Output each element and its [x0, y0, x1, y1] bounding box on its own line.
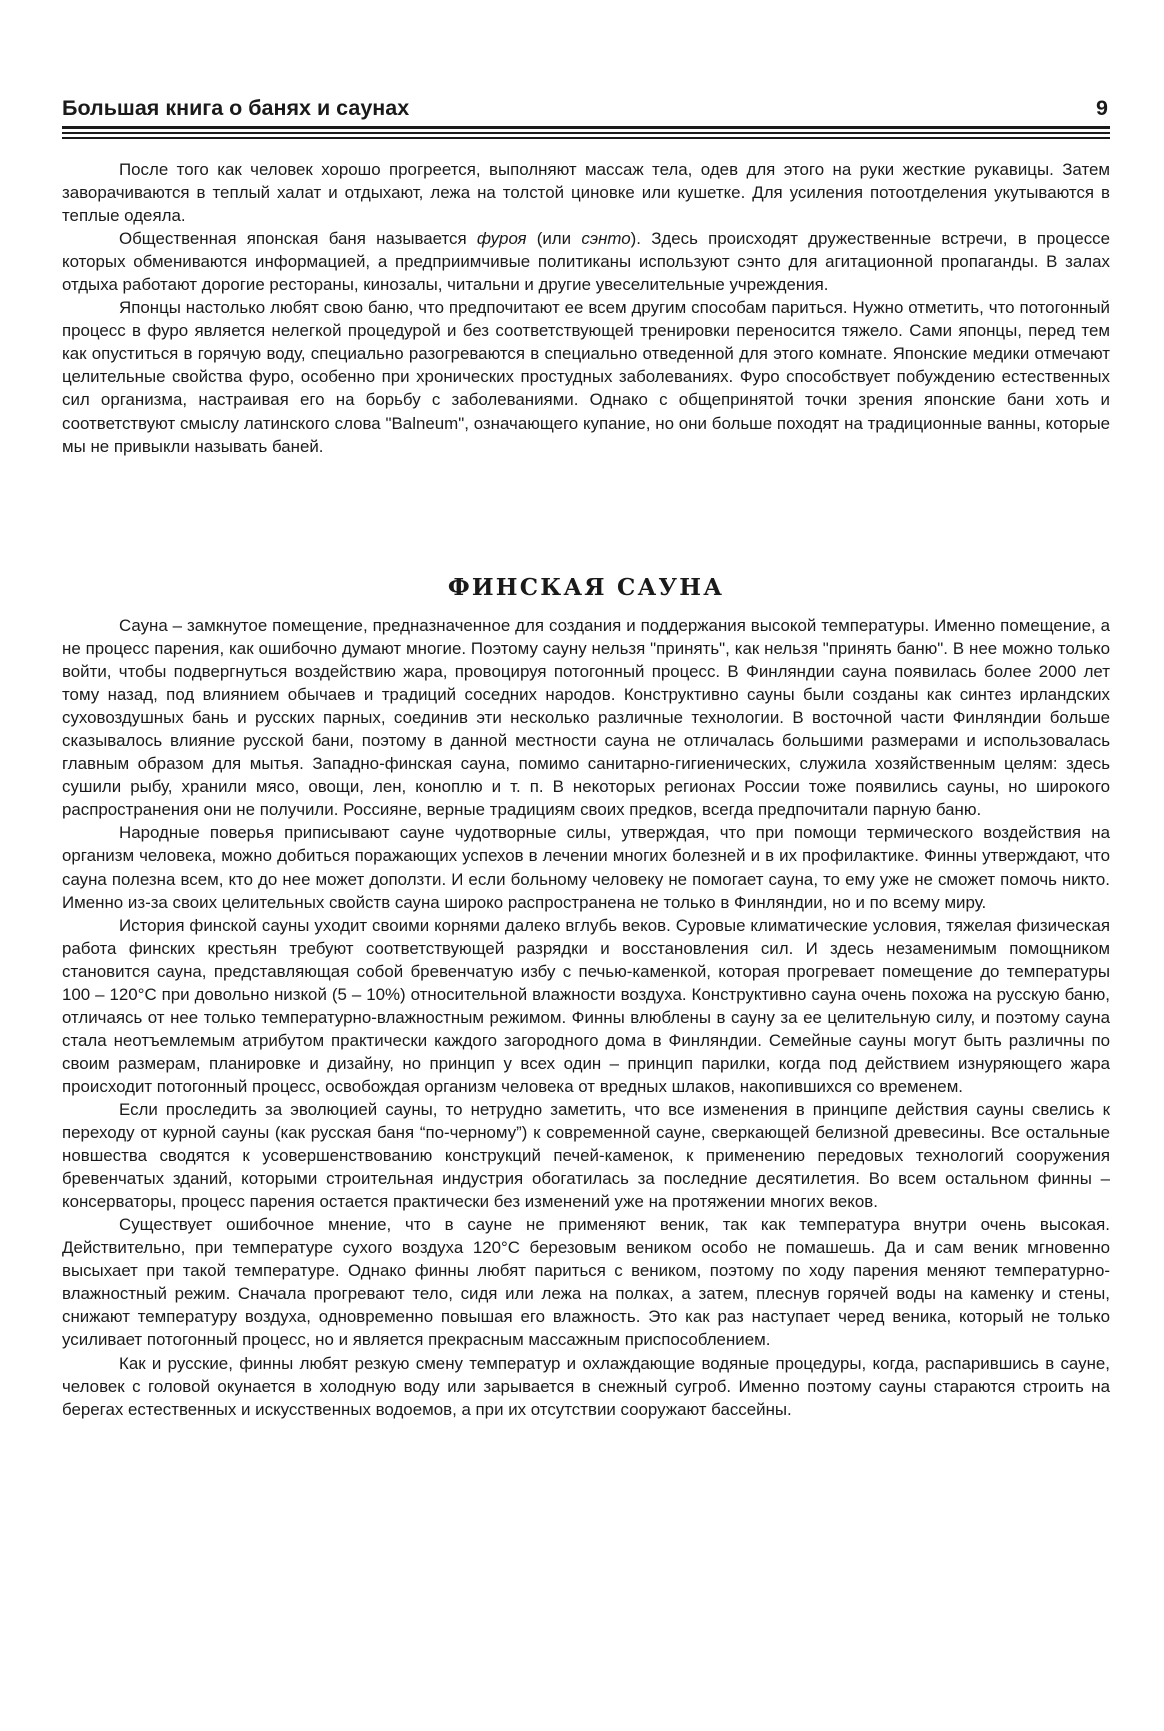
- paragraph: Как и русские, финны любят резкую смену температур и охлаждающие водяные процедуры, когда, распарившись в сауне, человек с головой окунается в холодную воду или зарывается в снежный сугроб. Именно поэтому сауны стараются строить на берегах естественных и искусственных водоемов, а при их отсутствии сооружают бассейны.: [62, 1353, 1110, 1419]
- paragraph: Сауна – замкнутое помещение, предназначенное для создания и поддержания высокой температуры. Именно помещение, а не процесс парения, как ошибочно думают многие. Поэтому сауну нельзя "принять", как нельзя "принять баню". В нее можно только войти, чтобы подвергнуться воздействию жара, провоцируя потогонный процесс. В Финляндии сауна появилась более 2000 лет тому назад, под влиянием обычаев и традиций соседних народов. Конструктивно сауны были созданы как синтез ирландских суховоздушных бань и русских парных, соединив эти несколько различные технологии. В восточной части Финляндии больше сказывалось влияние русской бани, поэтому в данной местности сауна не отличалась большими размерами и использовалась главным образом для мытья. Западно-финская сауна, помимо санитарно-гигиенических, служила хозяйственным целям: здесь сушили рыбу, хранили мясо, овощи, лен, коноплю и т. п. В некоторых регионах России тоже появились сауны, но широкого распространения они не получили. Россияне, верные традициям своих предков, всегда предпочитали парную баню.: [62, 616, 1110, 820]
- section-text-block: [62, 614, 1110, 1421]
- term-furoya: фуроя: [476, 229, 527, 249]
- paragraph: Если проследить за эволюцией сауны, то нетрудно заметить, что все изменения в принципе действия сауны свелись к переходу от курной сауны (как русская баня “по-черному”) к современной сауне, сверкающей белизной древесины. Все остальные новшества сводятся к усовершенствованию конструкций печей-каменок, к применению передовых технологий сооружения бревенчатых зданий, которыми строительная индустрия обогатилась за последние десятилетия. Во всем остальном финны – консерваторы, процесс парения остается практически без изменений уже на протяжении многих веков.: [62, 1099, 1110, 1212]
- header-rule-thin: [62, 137, 1110, 139]
- header-rule-middle: [62, 132, 1110, 134]
- running-header: [62, 96, 1110, 126]
- paragraph: [62, 227, 1110, 296]
- paragraph: Японцы настолько любят свою баню, что предпочитают ее всем другим способам париться. Нужно отметить, что потогонный процесс в фуро является нелегкой процедурой и без соответствующей тренировки переносится тяжело. Сами японцы, перед тем как опуститься в горячую воду, специально разогреваются в специально отведенной для этого комнате. Японские медики отмечают целительные свойства фуро, особенно при хронических простудных заболеваниях. Фуро способствует побуждению естественных сил организма, настраивая его на борьбу с заболеваниями. Однако с общепринятой точки зрения японские бани хоть и соответствуют смыслу латинского слова "Balneum", означающего купание, но они больше походят на традиционные ванны, которые мы не привыкли называть баней.: [62, 298, 1110, 456]
- paragraph: Существует ошибочное мнение, что в сауне не применяют веник, так как температура внутри очень высокая. Действительно, при температуре сухого воздуха 120°С березовым веником особо не помашешь. Да и сам веник мгновенно высыхает при такой температуре. Однако финны любят париться с веником, поэтому по ходу парения меняют температурно-влажностный режим. Сначала прогревают тело, сидя или лежа на полках, а затем, плеснув горячей воды на каменку и стены, снижают температуру воздуха, одновременно повышая его влажность. Это как раз наступает черед веника, который не только усиливает потогонный процесс, но и является прекрасным массажным приспособлением.: [62, 1215, 1110, 1350]
- header-rule-thick: [62, 126, 1110, 129]
- term-sento: сэнто: [581, 229, 631, 249]
- paragraph-text: ). Здесь происходят дружественные встречи, в процессе которых обмениваются информацией, а предприимчивые политиканы используют сэнто для агитационной пропаганды. В залах отдыха работают дорогие рестораны, кинозалы, читальни и другие увеселительные учреждения.: [62, 229, 1110, 295]
- paragraph-text: Общественная японская баня называется: [119, 229, 477, 249]
- page-number: 9: [1096, 96, 1108, 120]
- paragraph: История финской сауны уходит своими корнями далеко вглубь веков. Суровые климатические условия, тяжелая физическая работа финских крестьян требуют соответствующей разрядки и восстановления сил. И здесь незаменимым помощником становится сауна, представляющая собой бревенчатую избу с печью-каменкой, которая прогревает помещение до температуры 100 – 120°С при довольно низкой (5 – 10%) относительной влажности воздуха. Конструктивно сауна очень похожа на русскую баню, отличаясь от нее только температурно-влажностным режимом. Финны влюблены в сауну за ее целительную силу, и поэтому сауна стала неотъемлемым атрибутом практически каждого загородного дома в Финляндии. Семейные сауны могут быть различны по своим размерам, планировке и дизайну, но принцип у всех один – принцип парилки, когда под действием изнуряющего жара происходит потогонный процесс, освобождая организм человека от вредных шлаков, накопившихся со временем.: [62, 915, 1110, 1096]
- paragraph-text: (или: [526, 229, 582, 249]
- section-heading: ФИНСКАЯ САУНА: [447, 574, 725, 601]
- paragraph: Народные поверья приписывают сауне чудотворные силы, утверждая, что при помощи термического воздействия на организм человека, можно добиться поражающих успехов в лечении многих болезней и в их профилактике. Финны утверждают, что сауна полезна всем, кто до нее может доползти. И если больному человеку не помогает сауна, то ему уже не сможет помочь никто. Именно из-за своих целительных свойств сауна широко распространена не только в Финляндии, но и по всему миру.: [62, 823, 1110, 912]
- book-title: Большая книга о банях и саунах: [62, 96, 410, 120]
- intro-text-block: [62, 158, 1110, 458]
- paragraph: После того как человек хорошо прогреется, выполняют массаж тела, одев для этого на руки жесткие рукавицы. Затем заворачиваются в теплый халат и отдыхают, лежа на толстой циновке или кушетке. Для усиления потоотделения укутываются в теплые одеяла.: [62, 160, 1110, 226]
